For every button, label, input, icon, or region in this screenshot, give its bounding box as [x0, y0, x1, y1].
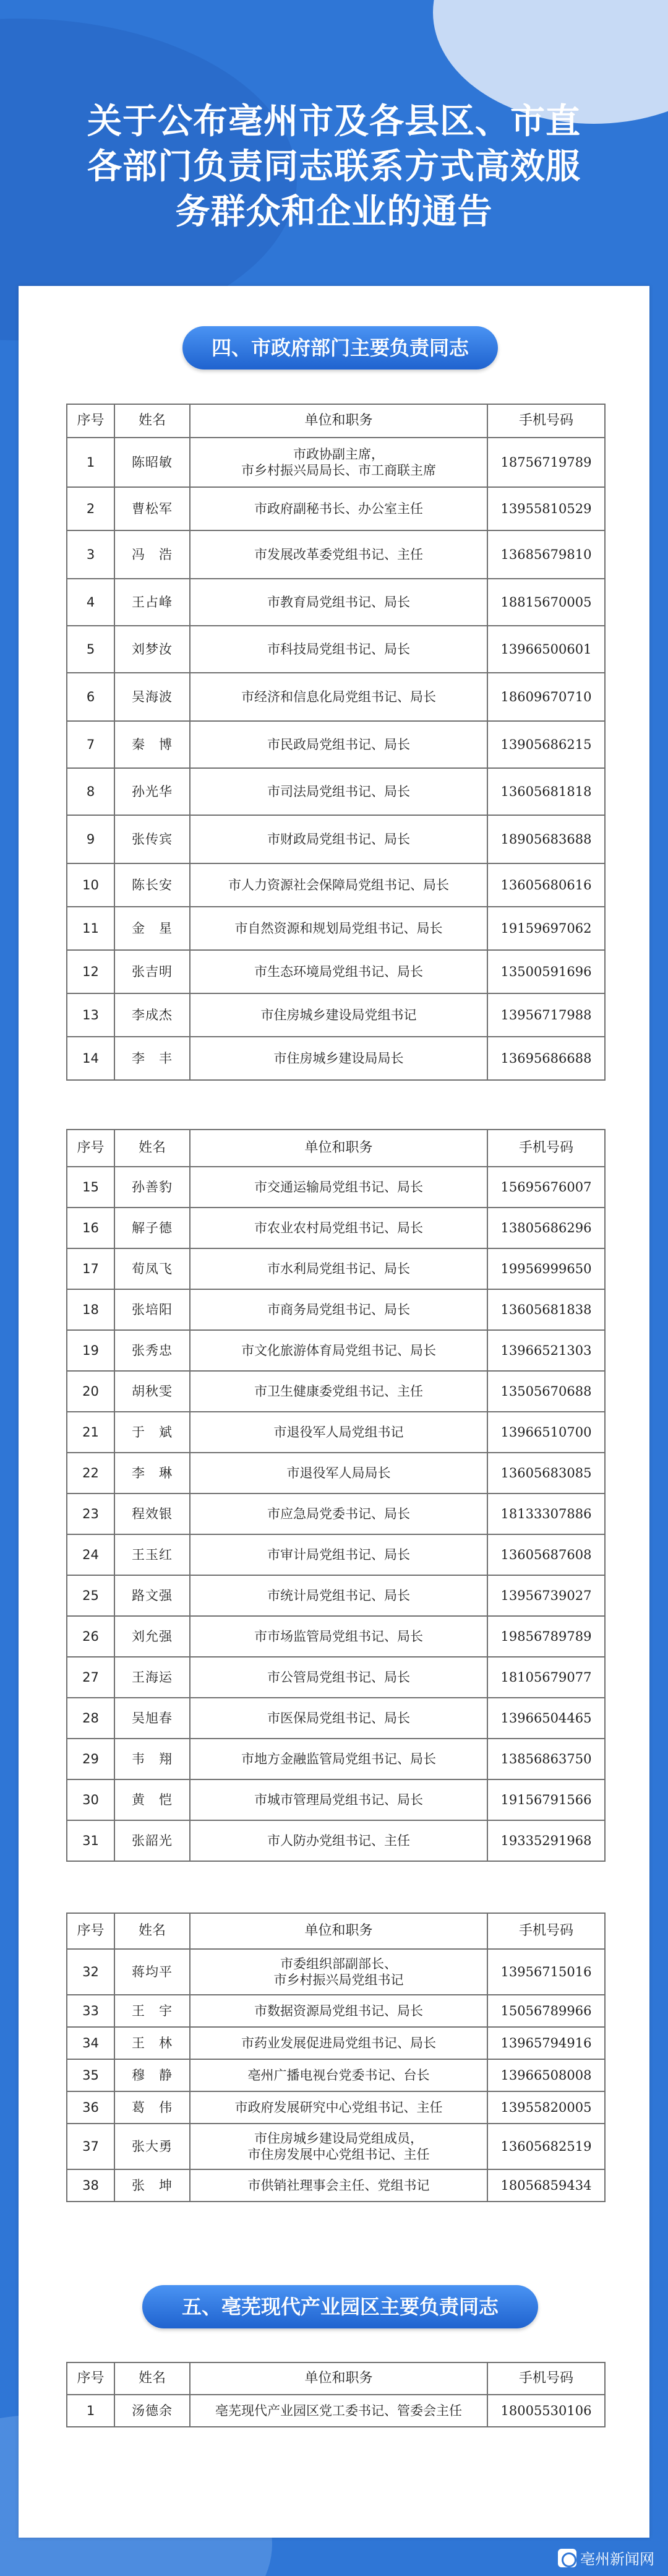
row-phone: 13605682519: [487, 2124, 605, 2169]
row-seq: 21: [67, 1412, 114, 1453]
table-row: [67, 2169, 605, 2202]
row-position: 市人防办党组书记、主任: [190, 1820, 487, 1861]
row-name: 曹松军: [114, 487, 190, 530]
row-name: 冯 浩: [114, 530, 190, 579]
row-seq: 1: [67, 438, 114, 487]
row-seq: 26: [67, 1616, 114, 1657]
row-name: 李 丰: [114, 1037, 190, 1080]
row-seq: 32: [67, 1949, 114, 1995]
table-row: [67, 1995, 605, 2027]
header-phone: 手机号码: [487, 2362, 605, 2395]
row-seq: 20: [67, 1371, 114, 1412]
row-name: 陈昭敏: [114, 438, 190, 487]
row-position: 市政府发展研究中心党组书记、主任: [190, 2091, 487, 2124]
row-seq: 8: [67, 768, 114, 815]
header-position: 单位和职务: [190, 404, 487, 438]
row-position: 市农业农村局党组书记、局长: [190, 1208, 487, 1248]
row-name: 穆 静: [114, 2059, 190, 2091]
row-seq: 37: [67, 2124, 114, 2169]
row-position: 市商务局党组书记、局长: [190, 1289, 487, 1330]
table-row: [67, 907, 605, 950]
row-position: 市发展改革委党组书记、主任: [190, 530, 487, 579]
table-row: [67, 579, 605, 626]
row-name: 孙光华: [114, 768, 190, 815]
table-row: [67, 1371, 605, 1412]
table-row: [67, 768, 605, 815]
row-phone: 13956715016: [487, 1949, 605, 1995]
row-position: 市城市管理局党组书记、局长: [190, 1779, 487, 1820]
row-seq: 25: [67, 1575, 114, 1616]
row-position: 市财政局党组书记、局长: [190, 815, 487, 863]
row-seq: 7: [67, 721, 114, 768]
row-phone: 13966504465: [487, 1698, 605, 1739]
row-seq: 27: [67, 1657, 114, 1698]
watermark: [558, 2547, 654, 2569]
row-position: 市住房城乡建设局党组成员， 市住房发展中心党组书记、主任: [190, 2124, 487, 2169]
header-name: 姓名: [114, 1130, 190, 1167]
row-phone: 19956999650: [487, 1248, 605, 1289]
table-row: [67, 1739, 605, 1779]
table-row: [67, 1575, 605, 1616]
watermark-text: 亳州新闻网: [580, 2551, 654, 2568]
row-name: 王玉红: [114, 1534, 190, 1575]
row-position: 亳芜现代产业园区党工委书记、管委会主任: [190, 2395, 487, 2427]
table-row: [67, 1248, 605, 1289]
table-row: [67, 2027, 605, 2059]
row-seq: 38: [67, 2169, 114, 2202]
header-seq: 序号: [67, 1130, 114, 1167]
row-phone: 19156791566: [487, 1779, 605, 1820]
row-seq: 17: [67, 1248, 114, 1289]
row-seq: 13: [67, 993, 114, 1037]
row-seq: 11: [67, 907, 114, 950]
table-header-row: [67, 1130, 605, 1167]
table-header-row: [67, 2362, 605, 2395]
table-row: [67, 1289, 605, 1330]
row-seq: 6: [67, 673, 114, 721]
page-title: [37, 99, 631, 235]
row-name: 秦 博: [114, 721, 190, 768]
row-seq: 22: [67, 1453, 114, 1493]
row-phone: 18815670005: [487, 579, 605, 626]
row-seq: 1: [67, 2395, 114, 2427]
row-name: 王占峰: [114, 579, 190, 626]
table-row: [67, 1698, 605, 1739]
row-position: 市统计局党组书记、局长: [190, 1575, 487, 1616]
row-name: 蒋均平: [114, 1949, 190, 1995]
table-row: [67, 1208, 605, 1248]
row-seq: 15: [67, 1167, 114, 1208]
news-logo-icon: [558, 2549, 576, 2567]
row-phone: 18905683688: [487, 815, 605, 863]
table-row: [67, 1779, 605, 1820]
row-name: 黄 恺: [114, 1779, 190, 1820]
row-phone: 13605680616: [487, 863, 605, 907]
table-row: [67, 626, 605, 673]
row-name: 金 星: [114, 907, 190, 950]
table-row: [67, 1820, 605, 1861]
header-name: 姓名: [114, 1913, 190, 1949]
row-name: 张 坤: [114, 2169, 190, 2202]
row-position: 市住房城乡建设局党组书记: [190, 993, 487, 1037]
table-row: [67, 863, 605, 907]
header-name: 姓名: [114, 404, 190, 438]
row-name: 吴旭春: [114, 1698, 190, 1739]
row-phone: 13955810529: [487, 487, 605, 530]
row-phone: 13905686215: [487, 721, 605, 768]
row-name: 程效银: [114, 1493, 190, 1534]
row-phone: 13966521303: [487, 1330, 605, 1371]
row-name: 解子德: [114, 1208, 190, 1248]
row-position: 市退役军人局局长: [190, 1453, 487, 1493]
row-position: 市卫生健康委党组书记、主任: [190, 1371, 487, 1412]
row-seq: 23: [67, 1493, 114, 1534]
row-phone: 13956717988: [487, 993, 605, 1037]
row-seq: 30: [67, 1779, 114, 1820]
row-name: 张培阳: [114, 1289, 190, 1330]
table-row: [67, 721, 605, 768]
row-phone: 13955820005: [487, 2091, 605, 2124]
table-row: [67, 1657, 605, 1698]
row-position: 市政协副主席， 市乡村振兴局局长、市工商联主席: [190, 438, 487, 487]
row-phone: 15056789966: [487, 1995, 605, 2027]
table-header-row: [67, 404, 605, 438]
row-phone: 13805686296: [487, 1208, 605, 1248]
row-name: 陈长安: [114, 863, 190, 907]
row-seq: 35: [67, 2059, 114, 2091]
row-phone: 19856789789: [487, 1616, 605, 1657]
row-seq: 4: [67, 579, 114, 626]
table-row: [67, 950, 605, 993]
table-row: [67, 2059, 605, 2091]
page-header: [0, 0, 668, 272]
header-seq: 序号: [67, 1913, 114, 1949]
row-position: 市司法局党组书记、局长: [190, 768, 487, 815]
table-row: [67, 993, 605, 1037]
table-row: [67, 1412, 605, 1453]
row-name: 李成杰: [114, 993, 190, 1037]
table-row: [67, 815, 605, 863]
row-seq: 3: [67, 530, 114, 579]
row-position: 市经济和信息化局党组书记、局长: [190, 673, 487, 721]
title-line: 各部门负责同志联系方式高效服: [87, 146, 581, 187]
row-phone: 13856863750: [487, 1739, 605, 1779]
row-position: 市数据资源局党组书记、局长: [190, 1995, 487, 2027]
section-heading-4: 四、市政府部门主要负责同志: [182, 326, 498, 370]
header-phone: 手机号码: [487, 1913, 605, 1949]
row-position: 市政府副秘书长、办公室主任: [190, 487, 487, 530]
header-seq: 序号: [67, 404, 114, 438]
row-position: 市地方金融监管局党组书记、局长: [190, 1739, 487, 1779]
row-seq: 10: [67, 863, 114, 907]
row-phone: 13956739027: [487, 1575, 605, 1616]
table-row: [67, 1949, 605, 1995]
row-position: 市自然资源和规划局党组书记、局长: [190, 907, 487, 950]
row-seq: 24: [67, 1534, 114, 1575]
row-phone: 13966508008: [487, 2059, 605, 2091]
table-row: [67, 2091, 605, 2124]
header-name: 姓名: [114, 2362, 190, 2395]
row-phone: 13695686688: [487, 1037, 605, 1080]
row-position: 市应急局党委书记、局长: [190, 1493, 487, 1534]
row-name: 韦 翔: [114, 1739, 190, 1779]
contact-table-4: [66, 2362, 606, 2427]
row-phone: 13605687608: [487, 1534, 605, 1575]
row-seq: 14: [67, 1037, 114, 1080]
row-name: 李 琳: [114, 1453, 190, 1493]
content-card: [19, 286, 649, 2538]
row-name: 孙善豹: [114, 1167, 190, 1208]
row-phone: 18056859434: [487, 2169, 605, 2202]
row-position: 亳州广播电视台党委书记、台长: [190, 2059, 487, 2091]
row-position: 市药业发展促进局党组书记、局长: [190, 2027, 487, 2059]
row-seq: 19: [67, 1330, 114, 1371]
title-line: 务群众和企业的通告: [175, 191, 493, 232]
contact-table-1: [66, 404, 606, 1081]
table-row: [67, 1493, 605, 1534]
row-seq: 16: [67, 1208, 114, 1248]
header-position: 单位和职务: [190, 1130, 487, 1167]
row-name: 张吉明: [114, 950, 190, 993]
row-phone: 18609670710: [487, 673, 605, 721]
row-phone: 18105679077: [487, 1657, 605, 1698]
row-seq: 34: [67, 2027, 114, 2059]
row-phone: 18005530106: [487, 2395, 605, 2427]
table-row: [67, 2124, 605, 2169]
row-seq: 5: [67, 626, 114, 673]
section-heading-5: 五、亳芜现代产业园区主要负责同志: [142, 2285, 538, 2328]
row-name: 汤德余: [114, 2395, 190, 2427]
row-name: 张韶光: [114, 1820, 190, 1861]
header-position: 单位和职务: [190, 1913, 487, 1949]
table-row: [67, 530, 605, 579]
row-name: 王 宇: [114, 1995, 190, 2027]
table-row: [67, 1167, 605, 1208]
table-row: [67, 1037, 605, 1080]
row-position: 市委组织部副部长、 市乡村振兴局党组书记: [190, 1949, 487, 1995]
row-name: 张秀忠: [114, 1330, 190, 1371]
row-seq: 28: [67, 1698, 114, 1739]
row-name: 王海运: [114, 1657, 190, 1698]
row-seq: 18: [67, 1289, 114, 1330]
table-row: [67, 673, 605, 721]
row-name: 张传宾: [114, 815, 190, 863]
table-row: [67, 1453, 605, 1493]
row-phone: 13966500601: [487, 626, 605, 673]
row-phone: 19159697062: [487, 907, 605, 950]
row-phone: 18756719789: [487, 438, 605, 487]
table-row: [67, 487, 605, 530]
header-phone: 手机号码: [487, 404, 605, 438]
row-name: 张大勇: [114, 2124, 190, 2169]
table-row: [67, 1534, 605, 1575]
header-phone: 手机号码: [487, 1130, 605, 1167]
row-phone: 13685679810: [487, 530, 605, 579]
row-position: 市生态环境局党组书记、局长: [190, 950, 487, 993]
row-name: 胡秋雯: [114, 1371, 190, 1412]
row-position: 市水利局党组书记、局长: [190, 1248, 487, 1289]
row-phone: 15695676007: [487, 1167, 605, 1208]
header-seq: 序号: [67, 2362, 114, 2395]
row-seq: 31: [67, 1820, 114, 1861]
row-position: 市住房城乡建设局局长: [190, 1037, 487, 1080]
row-name: 吴海波: [114, 673, 190, 721]
row-position: 市交通运输局党组书记、局长: [190, 1167, 487, 1208]
table-row: [67, 438, 605, 487]
row-phone: 18133307886: [487, 1493, 605, 1534]
row-phone: 13966510700: [487, 1412, 605, 1453]
row-phone: 13965794916: [487, 2027, 605, 2059]
row-phone: 13605681818: [487, 768, 605, 815]
row-position: 市审计局党组书记、局长: [190, 1534, 487, 1575]
row-position: 市医保局党组书记、局长: [190, 1698, 487, 1739]
row-phone: 13605681838: [487, 1289, 605, 1330]
row-position: 市供销社理事会主任、党组书记: [190, 2169, 487, 2202]
row-name: 于 斌: [114, 1412, 190, 1453]
row-name: 荀凤飞: [114, 1248, 190, 1289]
row-name: 路文强: [114, 1575, 190, 1616]
row-position: 市民政局党组书记、局长: [190, 721, 487, 768]
title-line: 关于公布亳州市及各县区、市直: [87, 101, 581, 142]
row-position: 市公管局党组书记、局长: [190, 1657, 487, 1698]
row-name: 葛 伟: [114, 2091, 190, 2124]
contact-table-2: [66, 1129, 606, 1862]
contact-table-3: [66, 1913, 606, 2202]
table-row: [67, 1616, 605, 1657]
header-position: 单位和职务: [190, 2362, 487, 2395]
row-position: 市文化旅游体育局党组书记、局长: [190, 1330, 487, 1371]
table-row: [67, 1330, 605, 1371]
row-seq: 29: [67, 1739, 114, 1779]
table-row: [67, 2395, 605, 2427]
table-header-row: [67, 1913, 605, 1949]
row-name: 刘允强: [114, 1616, 190, 1657]
row-seq: 36: [67, 2091, 114, 2124]
row-phone: 19335291968: [487, 1820, 605, 1861]
row-phone: 13500591696: [487, 950, 605, 993]
row-seq: 12: [67, 950, 114, 993]
row-phone: 13505670688: [487, 1371, 605, 1412]
row-seq: 2: [67, 487, 114, 530]
row-name: 刘梦汝: [114, 626, 190, 673]
row-position: 市教育局党组书记、局长: [190, 579, 487, 626]
row-seq: 9: [67, 815, 114, 863]
row-position: 市人力资源社会保障局党组书记、局长: [190, 863, 487, 907]
row-name: 王 林: [114, 2027, 190, 2059]
row-seq: 33: [67, 1995, 114, 2027]
row-position: 市市场监管局党组书记、局长: [190, 1616, 487, 1657]
row-position: 市科技局党组书记、局长: [190, 626, 487, 673]
row-phone: 13605683085: [487, 1453, 605, 1493]
row-position: 市退役军人局党组书记: [190, 1412, 487, 1453]
